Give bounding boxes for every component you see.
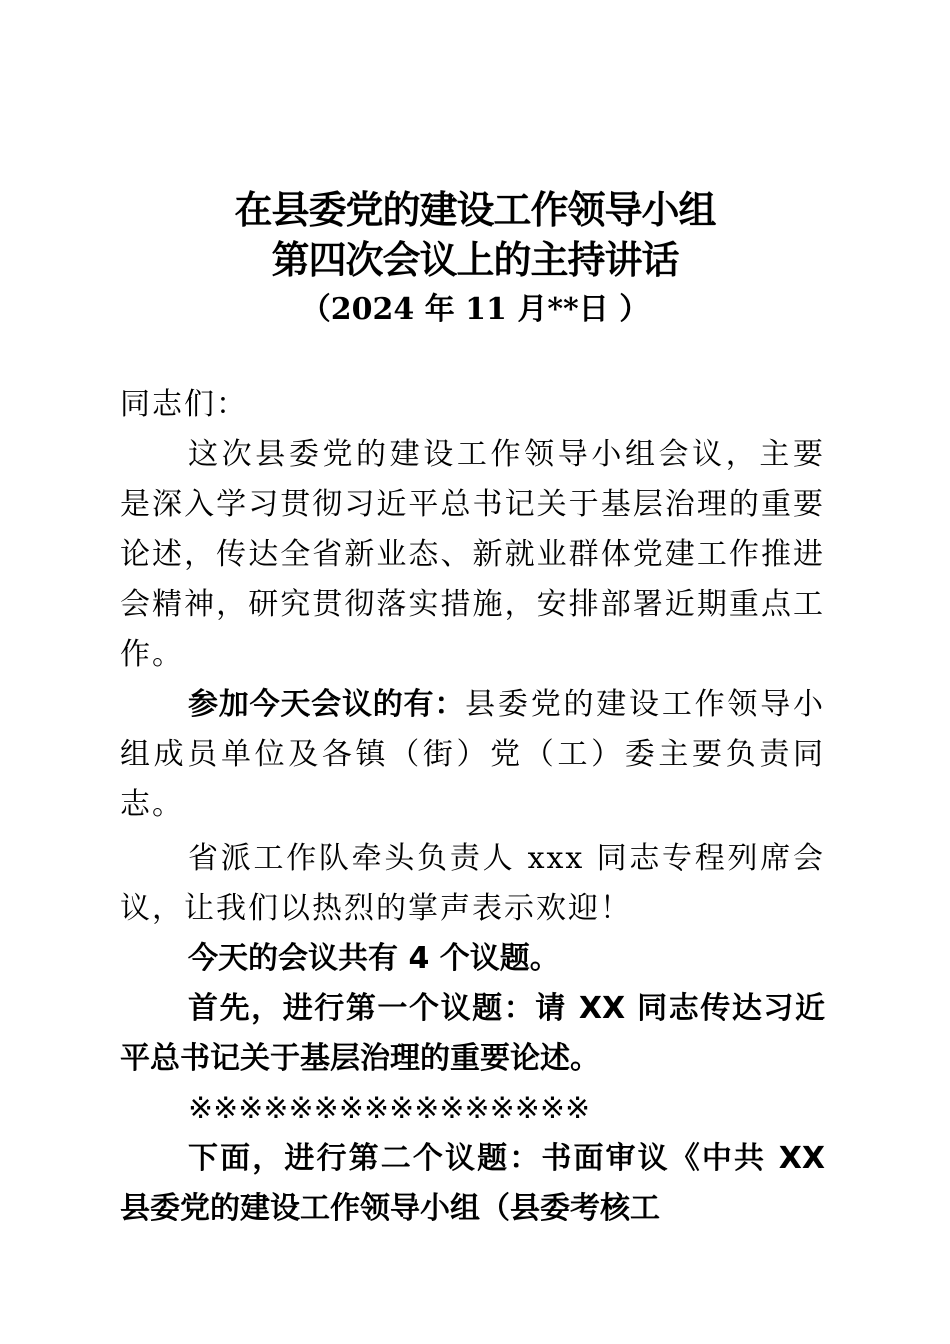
attendees-label: 参加今天会议的有：: [188, 687, 466, 722]
agenda-item-1: 首先，进行第一个议题：请 XX 同志传达习近平总书记关于基层治理的重要论述。: [120, 991, 825, 1076]
guest-paragraph: 省派工作队牵头负责人 xxx 同志专程列席会议，让我们以热烈的掌声表示欢迎！: [120, 841, 825, 926]
agenda-count-paragraph: 今天的会议共有 4 个议题。: [188, 941, 560, 976]
document-body: [120, 380, 825, 1234]
intro-paragraph: 这次县委党的建设工作领导小组会议，主要是深入学习贯彻习近平总书记关于基层治理的重要论述，传达全省新业态、新就业群体党建工作推进会精神，研究贯彻落实措施，安排部署近期重点工作。: [120, 437, 825, 672]
attendees-paragraph: [120, 680, 825, 830]
attendees-text: 县委党的建设工作领导小组成员单位及各镇（街）党（工）委主要负责同志。: [120, 687, 826, 822]
document-title-line-2: 第四次会议上的主持讲话: [271, 238, 679, 282]
document-date: （2024 年 11 月**日 ）: [300, 292, 650, 327]
agenda-item-2: 下面，进行第二个议题：书面审议《中共 XX 县委党的建设工作领导小组（县委考核工: [120, 1141, 825, 1226]
greeting: 同志们：: [120, 387, 248, 422]
separator-line: ※※※※※※※※※※※※※※※※: [188, 1091, 591, 1126]
document-title-line-1: 在县委党的建设工作领导小组: [234, 188, 716, 232]
